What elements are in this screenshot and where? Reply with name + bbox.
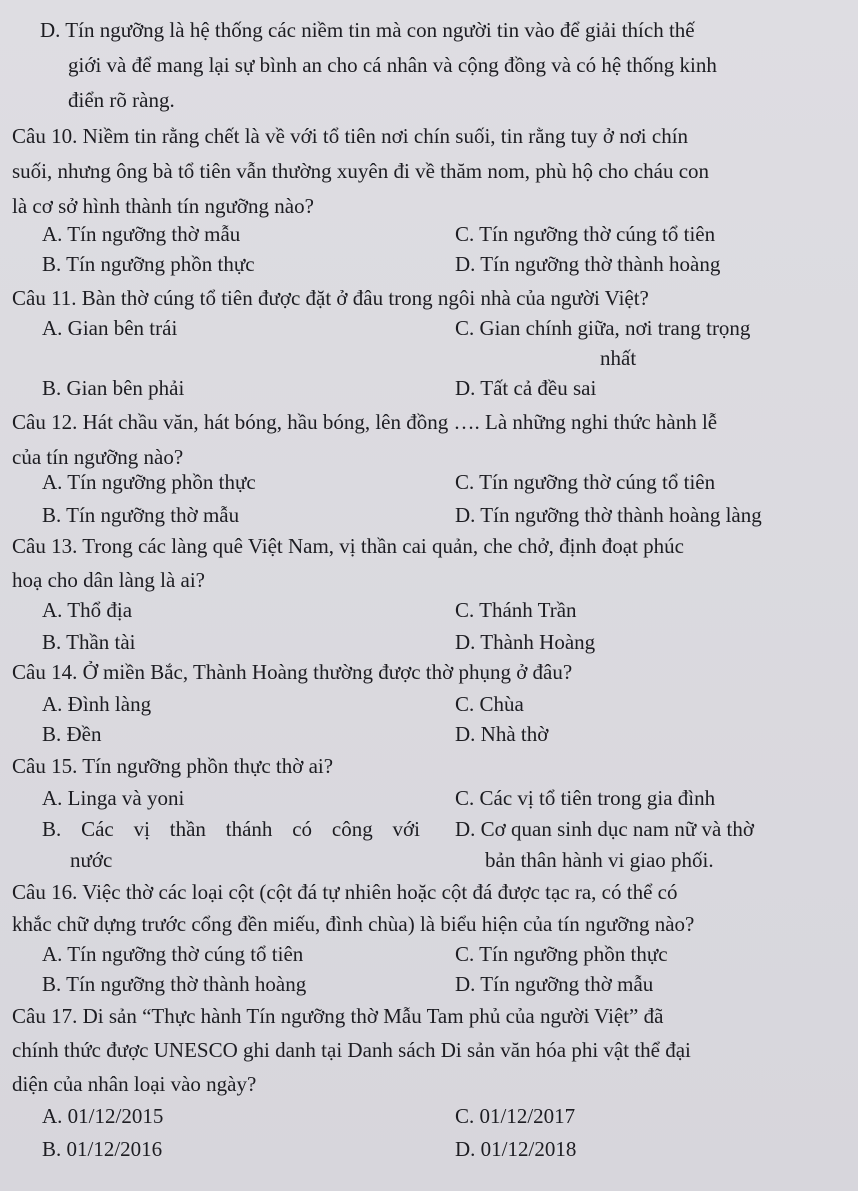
q10-stem-line2: suối, nhưng ông bà tổ tiên vẫn thường xuyên đi về thăm nom, phù hộ cho cháu con [12,159,710,183]
q10-stem-line3: là cơ sở hình thành tín ngưỡng nào? [12,194,314,218]
q10-option-c: C. Tín ngưỡng thờ cúng tổ tiên [455,222,716,246]
q17-option-a: A. 01/12/2015 [42,1104,164,1128]
q13-option-a: A. Thổ địa [42,598,133,622]
q15-option-b-line2: nước [70,848,113,872]
q16-option-b: B. Tín ngưỡng thờ thành hoàng [42,972,307,996]
q17-option-b: B. 01/12/2016 [42,1137,163,1161]
q10-option-a: A. Tín ngưỡng thờ mẫu [42,222,241,246]
q10-stem-line1: Câu 10. Niềm tin rằng chết là về với tổ tiên nơi chín suối, tin rằng tuy ở nơi chín [12,124,689,148]
q13-option-c: C. Thánh Trần [455,598,577,622]
q12-option-c: C. Tín ngưỡng thờ cúng tổ tiên [455,470,716,494]
q15-option-b-word: thánh [225,817,273,841]
q17-stem-line1: Câu 17. Di sản “Thực hành Tín ngưỡng thờ Mẫu Tam phủ của người Việt” đã [12,1004,664,1028]
q10-option-b: B. Tín ngưỡng phồn thực [42,252,255,276]
q13-option-d: D. Thành Hoàng [455,630,596,654]
q15-option-b-word: vị [133,817,150,841]
q12-option-a: A. Tín ngưỡng phồn thực [42,470,256,494]
q15-option-b-word: với [392,817,420,841]
q15-option-c: C. Các vị tổ tiên trong gia đình [455,786,716,810]
q11-option-a: A. Gian bên trái [42,316,178,340]
q16-stem-line2: khắc chữ dựng trước cổng đền miếu, đình chùa) là biểu hiện của tín ngưỡng nào? [12,912,695,936]
q17-option-c: C. 01/12/2017 [455,1104,576,1128]
q14-option-c: C. Chùa [455,692,524,716]
q13-stem-line1: Câu 13. Trong các làng quê Việt Nam, vị thần cai quản, che chở, định đoạt phúc [12,534,684,558]
q13-stem-line2: hoạ cho dân làng là ai? [12,568,205,592]
q9-option-d-line3: điển rõ ràng. [68,88,175,112]
q11-option-c-line2: nhất [600,346,637,370]
q9-option-d-line2: giới và để mang lại sự bình an cho cá nhân và cộng đồng và có hệ thống kinh [68,53,717,77]
q16-option-c: C. Tín ngưỡng phồn thực [455,942,668,966]
q15-option-b-word: công [331,817,373,841]
q16-option-a: A. Tín ngưỡng thờ cúng tổ tiên [42,942,304,966]
q15-option-d-line1: D. Cơ quan sinh dục nam nữ và thờ [455,817,754,841]
q15-option-a: A. Linga và yoni [42,786,185,810]
q15-option-b-line1 [42,817,420,841]
q13-option-b: B. Thần tài [42,630,136,654]
q17-stem-line2: chính thức được UNESCO ghi danh tại Danh sách Di sản văn hóa phi vật thể đại [12,1038,691,1062]
q11-option-d: D. Tất cả đều sai [455,376,597,400]
q16-option-d: D. Tín ngưỡng thờ mẫu [455,972,654,996]
q16-stem-line1: Câu 16. Việc thờ các loại cột (cột đá tự nhiên hoặc cột đá được tạc ra, có thể có [12,880,678,904]
q14-option-a: A. Đình làng [42,692,152,716]
q11-option-c-line1: C. Gian chính giữa, nơi trang trọng [455,316,751,340]
q14-stem-line1: Câu 14. Ở miền Bắc, Thành Hoàng thường được thờ phụng ở đâu? [12,660,573,684]
q15-option-d-line2: bản thân hành vi giao phối. [485,848,714,872]
q15-stem-line1: Câu 15. Tín ngưỡng phồn thực thờ ai? [12,754,334,778]
q12-stem-line2: của tín ngưỡng nào? [12,445,184,469]
q12-option-b: B. Tín ngưỡng thờ mẫu [42,503,240,527]
q15-option-b-word: Các [81,817,114,841]
q17-stem-line3: diện của nhân loại vào ngày? [12,1072,257,1096]
q9-option-d-line1: D. Tín ngưỡng là hệ thống các niềm tin mà con người tin vào để giải thích thế [40,18,695,42]
q12-option-d: D. Tín ngưỡng thờ thành hoàng làng [455,503,762,527]
q11-stem-line1: Câu 11. Bàn thờ cúng tổ tiên được đặt ở đâu trong ngôi nhà của người Việt? [12,286,649,310]
q11-option-b: B. Gian bên phải [42,376,185,400]
q17-option-d: D. 01/12/2018 [455,1137,577,1161]
q14-option-b: B. Đền [42,722,102,746]
q12-stem-line1: Câu 12. Hát chầu văn, hát bóng, hầu bóng, lên đồng …. Là những nghi thức hành lễ [12,410,718,434]
q15-option-b-word: B. [42,817,62,841]
q14-option-d: D. Nhà thờ [455,722,549,746]
q15-option-b-word: thần [169,817,206,841]
q10-option-d: D. Tín ngưỡng thờ thành hoàng [455,252,721,276]
q15-option-b-word: có [292,817,313,841]
